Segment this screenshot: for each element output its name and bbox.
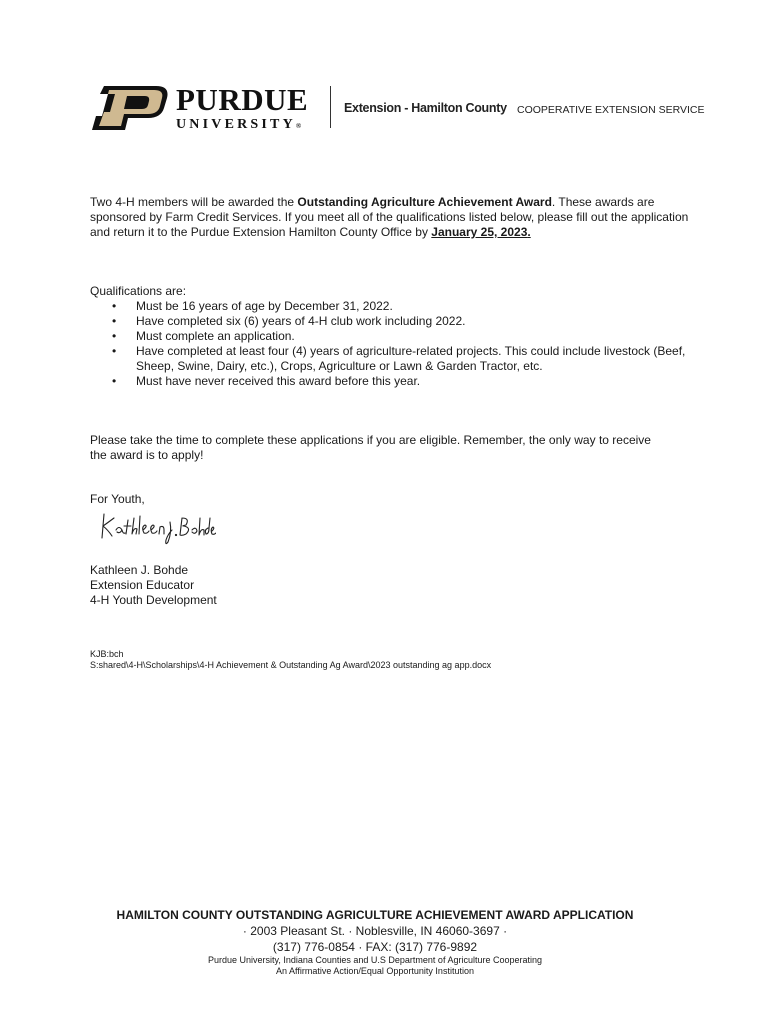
reference-file-path: S:shared\4-H\Scholarships\4-H Achievement & Outstanding Ag Award\2023 outstanding ag app.docx <box>90 660 492 670</box>
signer-block <box>90 563 217 608</box>
intro-paragraph <box>90 195 690 240</box>
footer-phone: (317) 776-0854 · FAX: (317) 776-9892 <box>272 940 478 954</box>
footer-address: · 2003 Pleasant St. · Noblesville, IN 46060-3697 · <box>242 924 508 938</box>
purdue-wordmark <box>176 84 308 134</box>
signer-name: Kathleen J. Bohde <box>90 563 189 577</box>
registered-mark: ® <box>295 122 302 130</box>
page-footer <box>0 908 770 977</box>
cooperative-extension-label: COOPERATIVE EXTENSION SERVICE <box>517 104 705 116</box>
wordmark-purdue: PURDUE <box>176 82 309 117</box>
qualification-item: • Must complete an application. <box>90 329 690 344</box>
handwritten-signature <box>96 508 216 548</box>
deadline-period: . <box>527 225 531 239</box>
header-divider <box>330 86 331 128</box>
footer-title: HAMILTON COUNTY OUTSTANDING AGRICULTURE ACHIEVEMENT AWARD APPLICATION <box>116 908 634 922</box>
closing-paragraph: Please take the time to complete these applications if you are eligible. Remember, the only way to receive the award is to apply! <box>90 433 651 462</box>
qualification-item: • Must have never received this award before this year. <box>90 374 690 389</box>
reference-initials: KJB:bch <box>90 649 124 659</box>
qualification-item: • Have completed six (6) years of 4-H club work including 2022. <box>90 314 690 329</box>
deadline-date: January 25, 2023 <box>431 225 528 239</box>
wordmark-university <box>176 117 308 134</box>
intro-text-1: Two 4-H members will be awarded the <box>90 195 298 209</box>
award-name: Outstanding Agriculture Achievement Award <box>297 195 552 209</box>
qualifications-heading: Qualifications are: <box>90 284 187 298</box>
signer-title: Extension Educator <box>90 578 195 592</box>
footer-disclaimer-2: An Affirmative Action/Equal Opportunity Institution <box>276 966 474 976</box>
signer-department: 4-H Youth Development <box>90 593 217 607</box>
salutation: For Youth, <box>90 492 145 506</box>
wordmark-university-text: UNIVERSITY <box>176 117 296 132</box>
intro-text-2: . These awards are sponsored by Farm Credit Services. If you meet all of the qualifications listed below, please fill out the application and return it to the Purdue Extension Hamilton County Office by <box>90 195 689 239</box>
qualification-item: • Must be 16 years of age by December 31, 2022. <box>90 299 690 314</box>
reference-block <box>90 649 491 671</box>
footer-disclaimer-1: Purdue University, Indiana Counties and U.S Department of Agriculture Cooperating <box>207 955 542 965</box>
purdue-p-logo-icon <box>90 86 168 130</box>
qualification-item: • Have completed at least four (4) years of agriculture-related projects. This could include livestock (Beef, Sheep, Swine, Dairy, etc.), Crops, Agriculture or Lawn & Garden Tractor, etc. <box>90 344 690 374</box>
extension-county-label: Extension - Hamilton County <box>344 101 507 115</box>
letterhead <box>90 84 730 134</box>
qualifications-list <box>90 299 690 389</box>
